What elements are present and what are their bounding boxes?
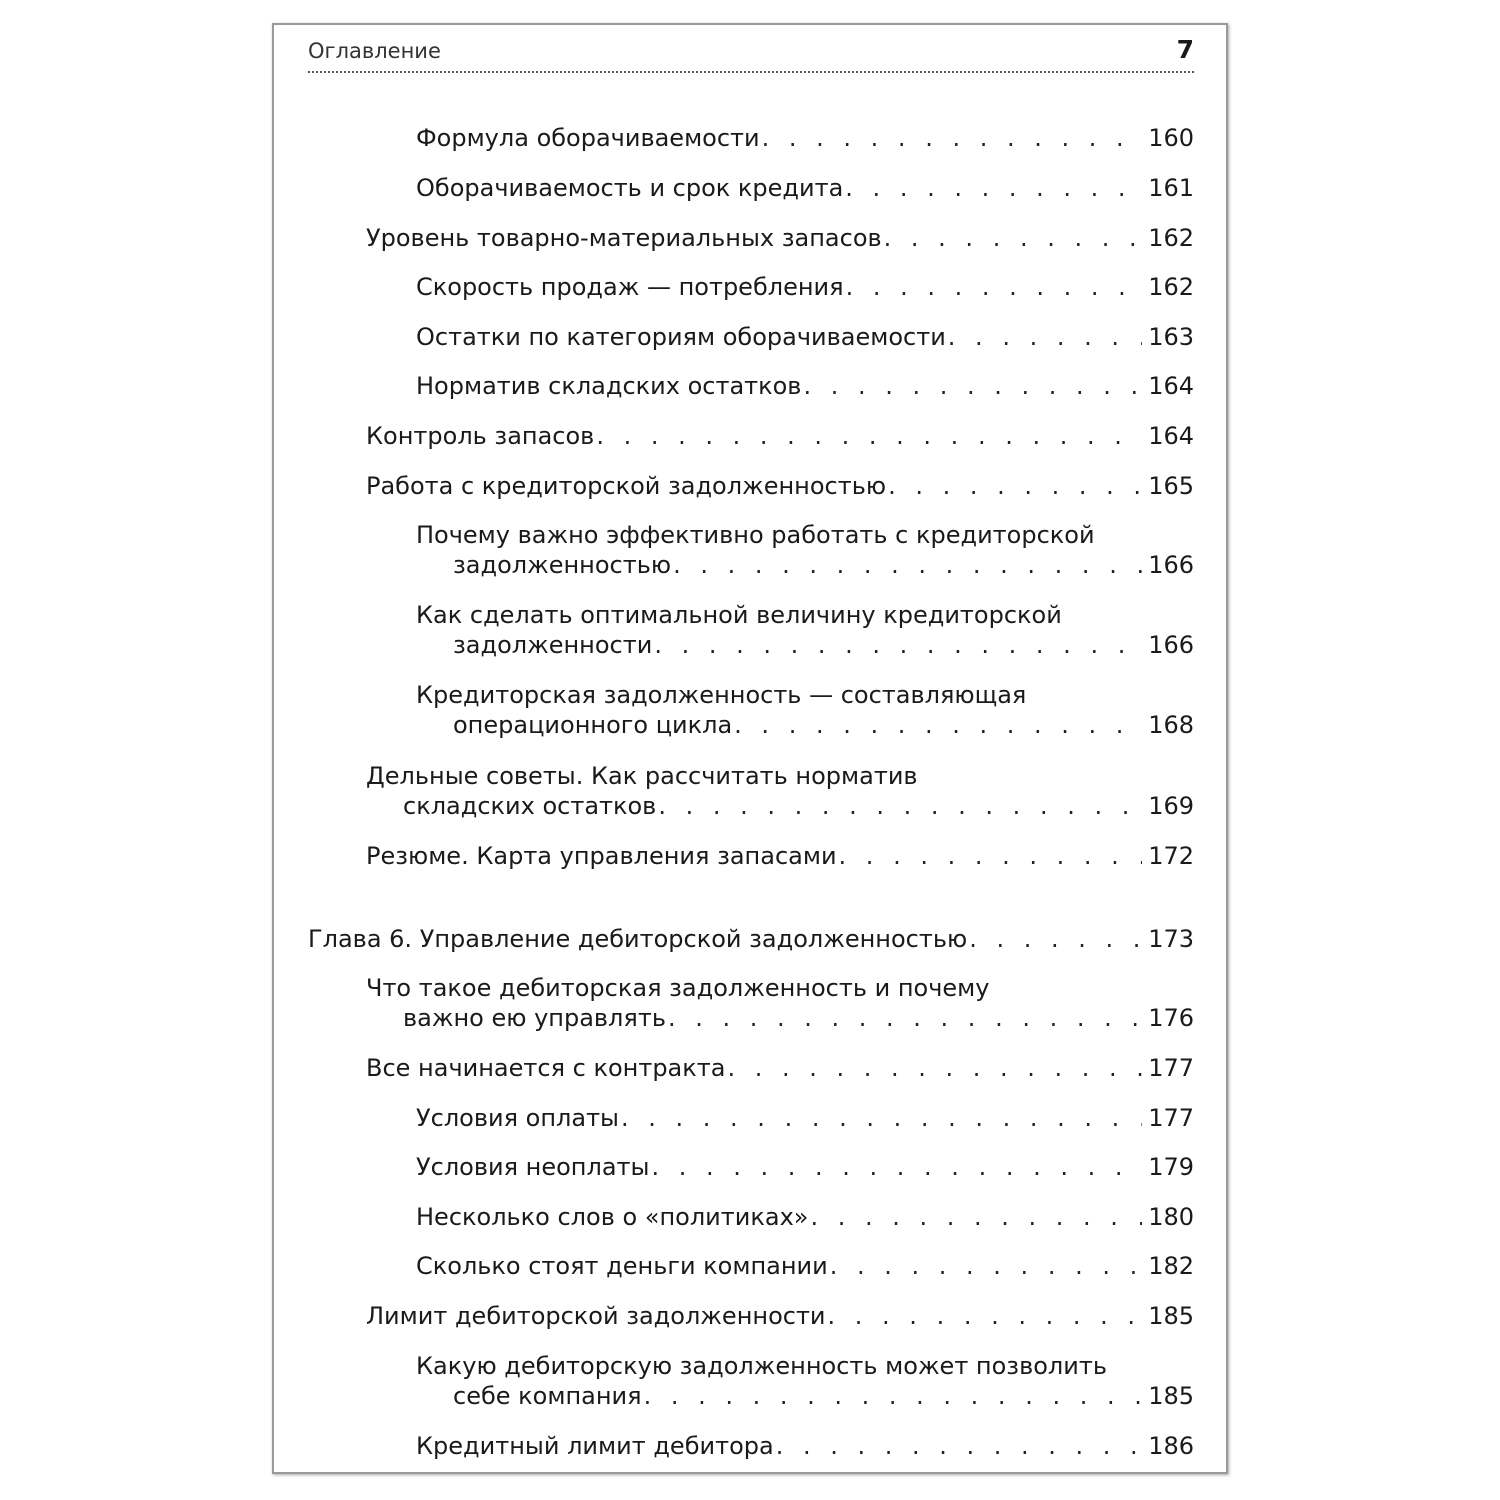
dot-leader [884, 223, 1143, 253]
toc-entry [416, 123, 1194, 153]
toc-entry-title: Норматив складских остатков [416, 372, 802, 400]
toc-entry-page: 163 [1148, 323, 1194, 351]
toc-entry-page: 173 [1148, 925, 1194, 953]
dot-leader [828, 1301, 1143, 1331]
toc-entry [416, 1351, 1194, 1411]
toc-entry-title: Все начинается с контракта [366, 1054, 726, 1082]
toc-entry [416, 600, 1194, 660]
dot-leader [846, 272, 1143, 302]
toc-entry-title: Резюме. Карта управления запасами [366, 842, 837, 870]
toc-entry [416, 1251, 1194, 1281]
toc-entry-page: 176 [1148, 1004, 1194, 1032]
toc-entry-title: Дельные советы. Как рассчитать норматив [366, 762, 918, 790]
toc-entry [416, 1103, 1194, 1133]
toc-chapter-entry [308, 924, 1194, 954]
toc-entry [416, 520, 1194, 580]
dot-leader [845, 173, 1142, 203]
toc-entry-page: 168 [1148, 711, 1194, 739]
toc-entry-title: Контроль запасов [366, 422, 595, 450]
toc-entry [416, 1202, 1194, 1232]
toc-entry-title-continued: важно ею управлять [403, 1004, 666, 1032]
toc-entry-title: Условия оплаты [416, 1104, 620, 1132]
toc-entry-title: Лимит дебиторской задолженности [366, 1302, 826, 1330]
toc-entry-title: Сколько стоят деньги компании [416, 1252, 828, 1280]
toc-entry-title: Уровень товарно-материальных запасов [366, 224, 882, 252]
toc-entry-page: 164 [1148, 372, 1194, 400]
book-page [272, 23, 1228, 1474]
toc-entry-title-continued: операционного цикла [453, 711, 733, 739]
toc-entry [366, 223, 1194, 253]
toc-entry-title: Что такое дебиторская задолженность и почему [366, 974, 990, 1002]
toc-entry-title-continued: задолженности [453, 631, 653, 659]
toc-entry-title: Как сделать оптимальной величину кредиторской [416, 601, 1062, 629]
toc-entry-page: 166 [1148, 631, 1194, 659]
toc-entry-title: Несколько слов о «политиках» [416, 1203, 809, 1231]
toc-entry-title-continued: складских остатков [403, 792, 657, 820]
toc-entry-title: Формула оборачиваемости [416, 124, 760, 152]
toc-entry-page: 162 [1148, 273, 1194, 301]
page-number: 7 [1176, 35, 1194, 64]
toc-entry [366, 1053, 1194, 1083]
toc-entry [366, 761, 1194, 821]
dot-leader [948, 322, 1142, 352]
dot-leader [839, 841, 1143, 871]
toc-entry-title: Условия неоплаты [416, 1153, 650, 1181]
dot-leader [969, 924, 1142, 954]
toc-entry [366, 841, 1194, 871]
toc-entry-page: 172 [1148, 842, 1194, 870]
toc-entry [416, 1431, 1194, 1461]
dot-leader [596, 421, 1142, 451]
section-title: Оглавление [308, 39, 441, 63]
dot-leader [658, 791, 1142, 821]
toc-entry [416, 371, 1194, 401]
dot-leader [644, 1381, 1143, 1411]
dot-leader [762, 123, 1143, 153]
toc-entry-page: 164 [1148, 422, 1194, 450]
toc-entry-title: Глава 6. Управление дебиторской задолженностью [308, 925, 968, 953]
dot-leader [654, 630, 1142, 660]
toc-entry-page: 162 [1148, 224, 1194, 252]
dot-leader [810, 1202, 1142, 1232]
toc-entry-page: 169 [1148, 792, 1194, 820]
dot-leader [727, 1053, 1142, 1083]
toc-entry-title-continued: себе компания [453, 1382, 642, 1410]
toc-entry [366, 471, 1194, 501]
toc-entry-page: 160 [1148, 124, 1194, 152]
dot-leader [734, 710, 1142, 740]
toc-entry-page: 186 [1148, 1432, 1194, 1460]
dot-leader [776, 1431, 1142, 1461]
toc-entry-title: Работа с кредиторской задолженностью [366, 472, 887, 500]
dot-leader [651, 1152, 1142, 1182]
table-of-contents [274, 25, 1226, 1472]
dot-leader [803, 371, 1142, 401]
toc-entry-title-continued: задолженностью [453, 551, 672, 579]
dot-leader [673, 550, 1142, 580]
toc-entry-page: 161 [1148, 174, 1194, 202]
toc-entry [416, 272, 1194, 302]
toc-entry-page: 177 [1148, 1104, 1194, 1132]
toc-entry-title: Какую дебиторскую задолженность может позволить [416, 1352, 1107, 1380]
toc-entry-title: Скорость продаж — потребления [416, 273, 844, 301]
toc-entry-page: 166 [1148, 551, 1194, 579]
toc-entry-title: Кредиторская задолженность — составляющая [416, 681, 1027, 709]
toc-entry [416, 680, 1194, 740]
toc-entry [416, 322, 1194, 352]
toc-entry [366, 1301, 1194, 1331]
toc-entry-page: 180 [1148, 1203, 1194, 1231]
toc-entry-title: Остатки по категориям оборачиваемости [416, 323, 946, 351]
toc-entry [366, 421, 1194, 451]
toc-entry-title: Кредитный лимит дебитора [416, 1432, 774, 1460]
toc-entry-page: 185 [1148, 1302, 1194, 1330]
toc-entry [416, 173, 1194, 203]
toc-entry [416, 1152, 1194, 1182]
toc-entry-page: 179 [1148, 1153, 1194, 1181]
toc-entry-title: Оборачиваемость и срок кредита [416, 174, 844, 202]
dot-leader [668, 1003, 1142, 1033]
toc-entry-page: 182 [1148, 1252, 1194, 1280]
toc-entry [366, 973, 1194, 1033]
toc-entry-title: Почему важно эффективно работать с кредиторской [416, 521, 1095, 549]
toc-entry-page: 165 [1148, 472, 1194, 500]
toc-entry-page: 185 [1148, 1382, 1194, 1410]
dot-leader [621, 1103, 1142, 1133]
toc-entry-page: 177 [1148, 1054, 1194, 1082]
dot-leader [830, 1251, 1142, 1281]
dot-leader [888, 471, 1142, 501]
